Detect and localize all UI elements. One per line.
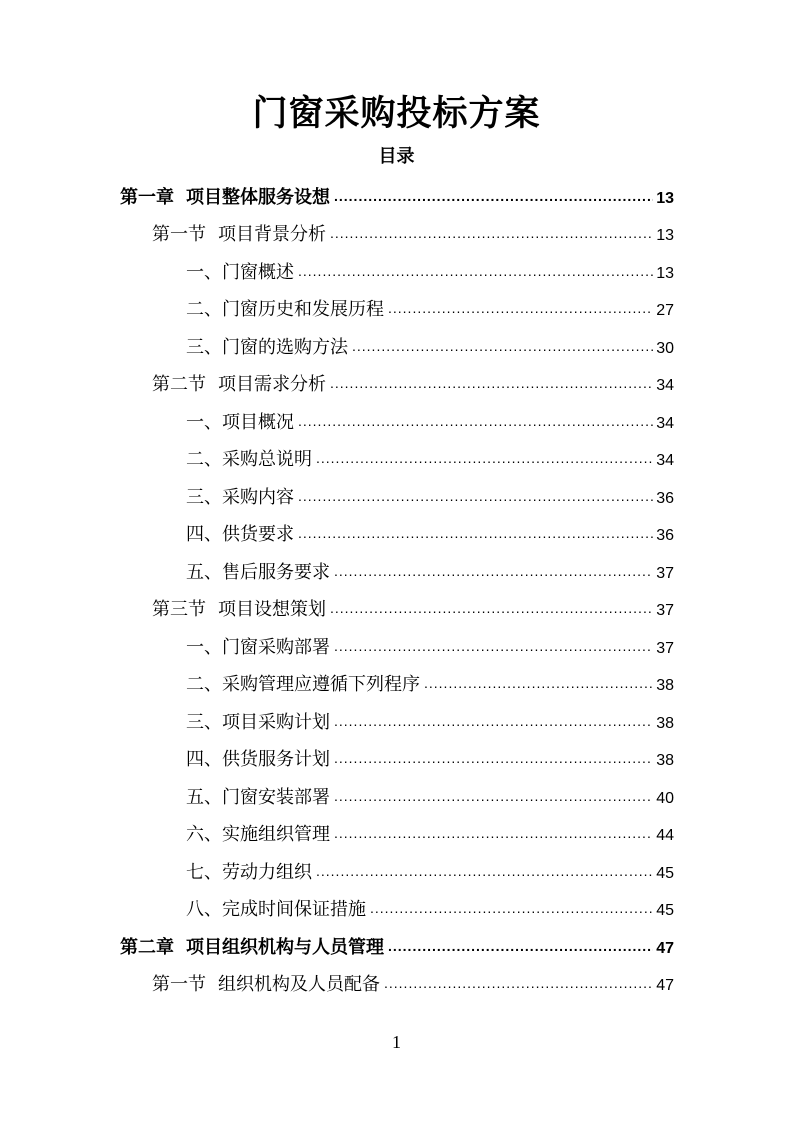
toc-entry[interactable] — [0, 404, 793, 442]
toc-entry-page: 47 — [656, 939, 674, 957]
toc-entry-text: 项目概况 — [222, 411, 294, 433]
toc-entry-line — [152, 216, 674, 255]
toc-entry-text: 项目背景分析 — [218, 224, 326, 245]
toc-dot-leader — [316, 853, 653, 891]
toc-entry-text: 采购管理应遵循下列程序 — [222, 674, 420, 695]
toc-entry[interactable] — [0, 817, 793, 855]
toc-entry[interactable] — [0, 479, 793, 517]
toc-entry-label — [186, 479, 294, 517]
toc-entry[interactable] — [0, 517, 793, 555]
toc-entry-text: 项目组织机构与人员管理 — [186, 936, 384, 958]
document-title: 门窗采购投标方案 — [252, 93, 541, 134]
toc-entry-label — [120, 179, 330, 217]
toc-entry-number: 六、 — [186, 824, 222, 845]
toc-entry[interactable] — [0, 442, 793, 480]
toc-entry-number: 一、 — [186, 411, 222, 433]
toc-dot-leader — [370, 890, 653, 928]
toc-entry[interactable] — [0, 704, 793, 742]
toc-entry-number: 五、 — [186, 561, 222, 583]
toc-entry-line — [186, 629, 674, 668]
toc-entry-line — [186, 254, 674, 293]
toc-entry-line — [186, 666, 674, 705]
toc-entry-line — [152, 966, 674, 1005]
toc-entry[interactable] — [0, 367, 793, 405]
toc-entry-number: 七、 — [186, 861, 222, 883]
toc-entry[interactable] — [0, 329, 793, 367]
toc-entry-page: 36 — [656, 489, 674, 507]
toc-entry-text: 采购总说明 — [222, 449, 312, 470]
toc-entry-label — [186, 854, 312, 892]
toc-entry-number: 第一章 — [120, 186, 174, 208]
toc-entry-page: 37 — [656, 564, 674, 582]
toc-entry-page: 38 — [656, 752, 674, 769]
toc-entry-text: 门窗采购部署 — [222, 636, 330, 658]
toc-entry-label — [186, 516, 294, 554]
toc-entry-label — [152, 366, 326, 404]
toc-dot-leader — [334, 703, 653, 741]
toc-entry-line — [186, 554, 674, 593]
toc-dot-leader — [298, 515, 653, 553]
toc-entry-label — [186, 891, 366, 929]
toc-entry-text: 劳动力组织 — [222, 861, 312, 883]
toc-entry-label — [186, 404, 294, 442]
toc-entry[interactable] — [0, 742, 793, 780]
toc-entry[interactable] — [0, 217, 793, 255]
toc-dot-leader — [334, 778, 653, 816]
toc-entry-page: 38 — [656, 677, 674, 694]
toc-entry-page: 44 — [656, 827, 674, 844]
toc-dot-leader — [330, 215, 653, 253]
toc-entry-line — [186, 291, 674, 330]
toc-entry-label — [186, 704, 330, 742]
toc-entry-text: 门窗历史和发展历程 — [222, 299, 384, 320]
toc-entry-number: 三、 — [186, 486, 222, 508]
toc-entry-line — [152, 366, 674, 405]
toc-dot-leader — [298, 478, 653, 516]
toc-entry-page: 34 — [656, 377, 674, 394]
toc-entry-number: 四、 — [186, 524, 222, 545]
toc-entry-line — [186, 441, 674, 480]
toc-entry-page: 45 — [656, 864, 674, 882]
toc-entry-line — [186, 779, 674, 818]
toc-entry[interactable] — [0, 779, 793, 817]
toc-entry-page: 36 — [656, 527, 674, 544]
toc-entry-number: 第一节 — [152, 974, 206, 995]
toc-entry-label — [186, 666, 420, 704]
toc-entry-text: 完成时间保证措施 — [222, 899, 366, 920]
toc-entry-number: 一、 — [186, 636, 222, 658]
toc-entry-label — [186, 816, 330, 854]
toc-entry-page: 34 — [656, 414, 674, 432]
toc-entry-text: 门窗安装部署 — [222, 786, 330, 808]
toc-dot-leader — [316, 440, 653, 478]
toc-dot-leader — [384, 965, 653, 1003]
toc-entry-line — [152, 591, 674, 630]
toc-entry-text: 售后服务要求 — [222, 561, 330, 583]
toc-dot-leader — [334, 815, 653, 853]
toc-entry[interactable] — [0, 292, 793, 330]
toc-entry-label — [186, 629, 330, 667]
toc-entry[interactable] — [0, 592, 793, 630]
toc-entry-line — [186, 891, 674, 930]
toc-entry-text: 组织机构及人员配备 — [218, 974, 380, 995]
toc-dot-leader — [388, 928, 653, 966]
toc-entry-text: 供货要求 — [222, 524, 294, 545]
toc-entry-number: 二、 — [186, 674, 222, 695]
toc-entry-text: 项目设想策划 — [218, 599, 326, 620]
toc-entry-label — [186, 291, 384, 329]
toc-entry[interactable] — [0, 929, 793, 967]
toc-entry-label — [152, 216, 326, 254]
toc-dot-leader — [298, 403, 653, 441]
toc-entry-page: 13 — [656, 264, 674, 282]
toc-entry[interactable] — [0, 629, 793, 667]
toc-dot-leader — [334, 178, 653, 216]
toc-entry-text: 项目整体服务设想 — [186, 186, 330, 208]
toc-entry-number: 第二章 — [120, 936, 174, 958]
toc-entry[interactable] — [0, 179, 793, 217]
toc-entry-number: 五、 — [186, 786, 222, 808]
toc-entry-page: 47 — [656, 977, 674, 994]
toc-dot-leader — [424, 665, 653, 703]
page-number: 1 — [392, 1032, 401, 1052]
toc-dot-leader — [334, 740, 653, 778]
toc-entry-page: 13 — [656, 189, 674, 207]
toc-entry-page: 27 — [656, 302, 674, 319]
table-of-contents — [0, 179, 793, 1004]
toc-entry-page: 13 — [656, 227, 674, 244]
toc-entry-number: 三、 — [186, 711, 222, 733]
toc-dot-leader — [334, 553, 653, 591]
toc-entry[interactable] — [0, 854, 793, 892]
toc-entry-line — [120, 929, 674, 968]
toc-entry-number: 第二节 — [152, 374, 206, 395]
toc-entry-label — [120, 929, 384, 967]
toc-entry-line — [186, 479, 674, 518]
toc-entry[interactable] — [0, 667, 793, 705]
toc-entry-text: 门窗概述 — [222, 261, 294, 283]
toc-dot-leader — [330, 365, 653, 403]
toc-entry-page: 45 — [656, 902, 674, 919]
toc-entry-line — [186, 816, 674, 855]
toc-entry[interactable] — [0, 554, 793, 592]
toc-entry-text: 采购内容 — [222, 486, 294, 508]
toc-dot-leader — [334, 628, 653, 666]
toc-dot-leader — [298, 253, 653, 291]
toc-entry-label — [186, 779, 330, 817]
toc-entry-label — [186, 254, 294, 292]
toc-entry-number: 四、 — [186, 749, 222, 770]
toc-entry-number: 二、 — [186, 299, 222, 320]
toc-entry-line — [186, 329, 674, 368]
toc-entry-page: 34 — [656, 452, 674, 469]
toc-entry-text: 项目采购计划 — [222, 711, 330, 733]
toc-entry[interactable] — [0, 254, 793, 292]
toc-entry-number: 二、 — [186, 449, 222, 470]
toc-entry-number: 一、 — [186, 261, 222, 283]
toc-entry-page: 30 — [656, 339, 674, 357]
toc-entry-text: 供货服务计划 — [222, 749, 330, 770]
toc-entry-page: 38 — [656, 714, 674, 732]
toc-entry-text: 实施组织管理 — [222, 824, 330, 845]
toc-entry-line — [120, 179, 674, 218]
toc-entry-label — [186, 329, 348, 367]
toc-entry-line — [186, 854, 674, 893]
toc-entry-line — [186, 741, 674, 780]
toc-entry-number: 第一节 — [152, 224, 206, 245]
toc-entry-number: 第三节 — [152, 599, 206, 620]
toc-entry-text: 门窗的选购方法 — [222, 336, 348, 358]
toc-heading: 目录 — [378, 146, 415, 167]
toc-entry-page: 37 — [656, 639, 674, 657]
toc-entry-label — [186, 741, 330, 779]
toc-entry-label — [186, 441, 312, 479]
toc-entry-line — [186, 516, 674, 555]
toc-entry-number: 八、 — [186, 899, 222, 920]
toc-entry[interactable] — [0, 892, 793, 930]
toc-entry-label — [186, 554, 330, 592]
toc-entry-page: 37 — [656, 602, 674, 619]
toc-entry-page: 40 — [656, 789, 674, 807]
toc-dot-leader — [388, 290, 653, 328]
toc-dot-leader — [330, 590, 653, 628]
toc-entry-line — [186, 404, 674, 443]
toc-entry-line — [186, 704, 674, 743]
toc-dot-leader — [352, 328, 653, 366]
toc-entry-label — [152, 966, 380, 1004]
toc-entry[interactable] — [0, 967, 793, 1005]
toc-entry-number: 三、 — [186, 336, 222, 358]
toc-entry-label — [152, 591, 326, 629]
toc-entry-text: 项目需求分析 — [218, 374, 326, 395]
